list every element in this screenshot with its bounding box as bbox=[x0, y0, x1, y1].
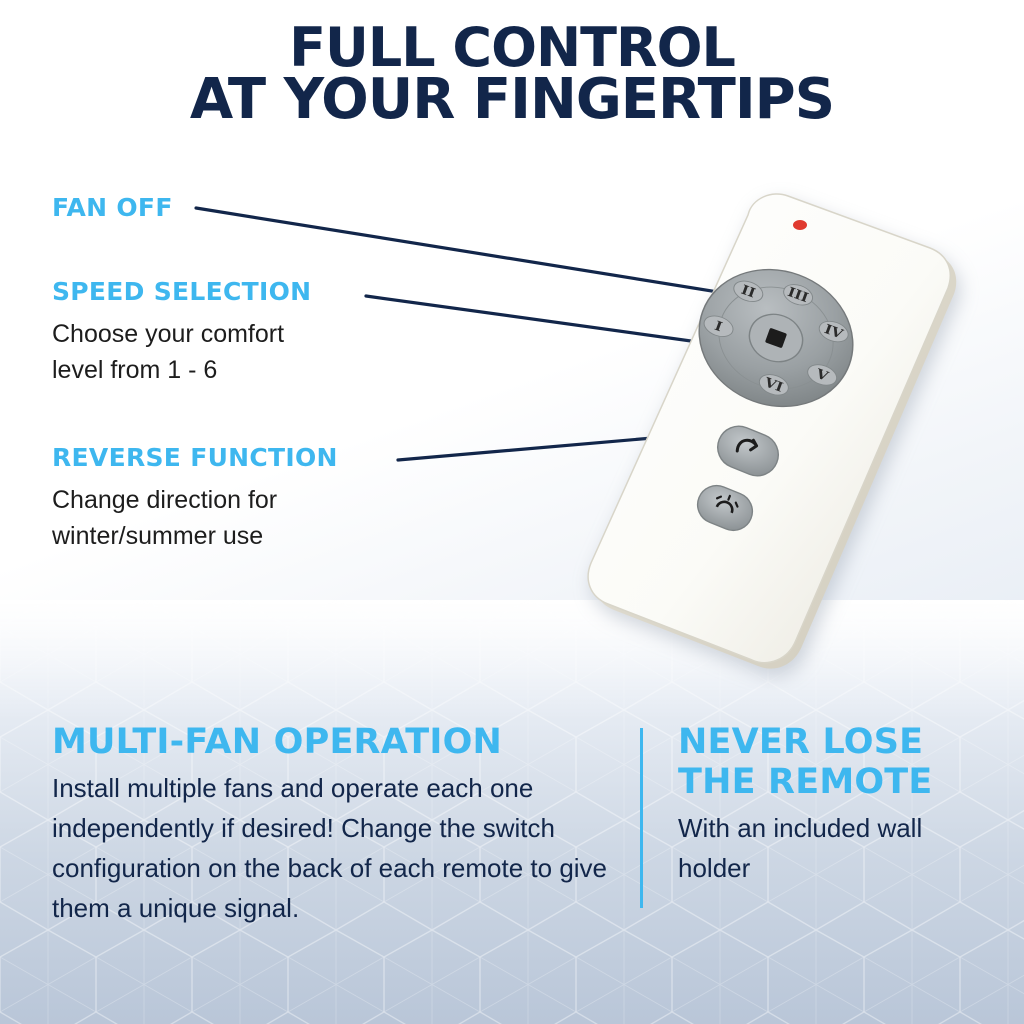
callout-speed-body-line-2: level from 1 - 6 bbox=[52, 356, 218, 384]
callout-speed-title: SPEED SELECTION bbox=[52, 277, 312, 306]
svg-text:III: III bbox=[785, 284, 811, 306]
remote-body bbox=[588, 194, 956, 669]
callout-reverse-function bbox=[52, 443, 338, 554]
section-multi-fan-title: MULTI-FAN OPERATION bbox=[52, 722, 503, 762]
headline-line-1: FULL CONTROL bbox=[289, 16, 735, 79]
svg-text:VI: VI bbox=[762, 375, 785, 396]
section-never-title-line-1: NEVER LOSE bbox=[678, 722, 924, 762]
callout-fan-off bbox=[52, 193, 173, 222]
headline-line-2: AT YOUR FINGERTIPS bbox=[189, 67, 835, 132]
remote-control-image bbox=[540, 170, 1010, 690]
callout-speed-body-line-1: Choose your comfort bbox=[52, 320, 285, 348]
svg-text:IV: IV bbox=[822, 321, 845, 343]
section-multi-fan-body: Install multiple fans and operate each one independently if desired! Change the switch configuration on the back of each remote to give them a unique signal. bbox=[52, 773, 608, 923]
callout-reverse-title: REVERSE FUNCTION bbox=[52, 443, 338, 472]
section-divider bbox=[640, 728, 643, 908]
callout-speed-selection bbox=[52, 277, 311, 388]
section-never-title-line-2: THE REMOTE bbox=[678, 762, 933, 802]
section-never-lose-the-remote bbox=[678, 722, 998, 888]
led-indicator bbox=[793, 220, 807, 230]
callout-fan-off-title: FAN OFF bbox=[52, 193, 173, 222]
section-never-body: With an included wall holder bbox=[678, 813, 923, 883]
svg-text:II: II bbox=[738, 282, 758, 302]
callout-reverse-body-line-2: winter/summer use bbox=[52, 522, 264, 550]
svg-text:V: V bbox=[813, 366, 830, 385]
section-multi-fan-operation bbox=[52, 722, 622, 928]
svg-text:I: I bbox=[712, 318, 725, 335]
callout-reverse-body-line-1: Change direction for bbox=[52, 486, 278, 514]
